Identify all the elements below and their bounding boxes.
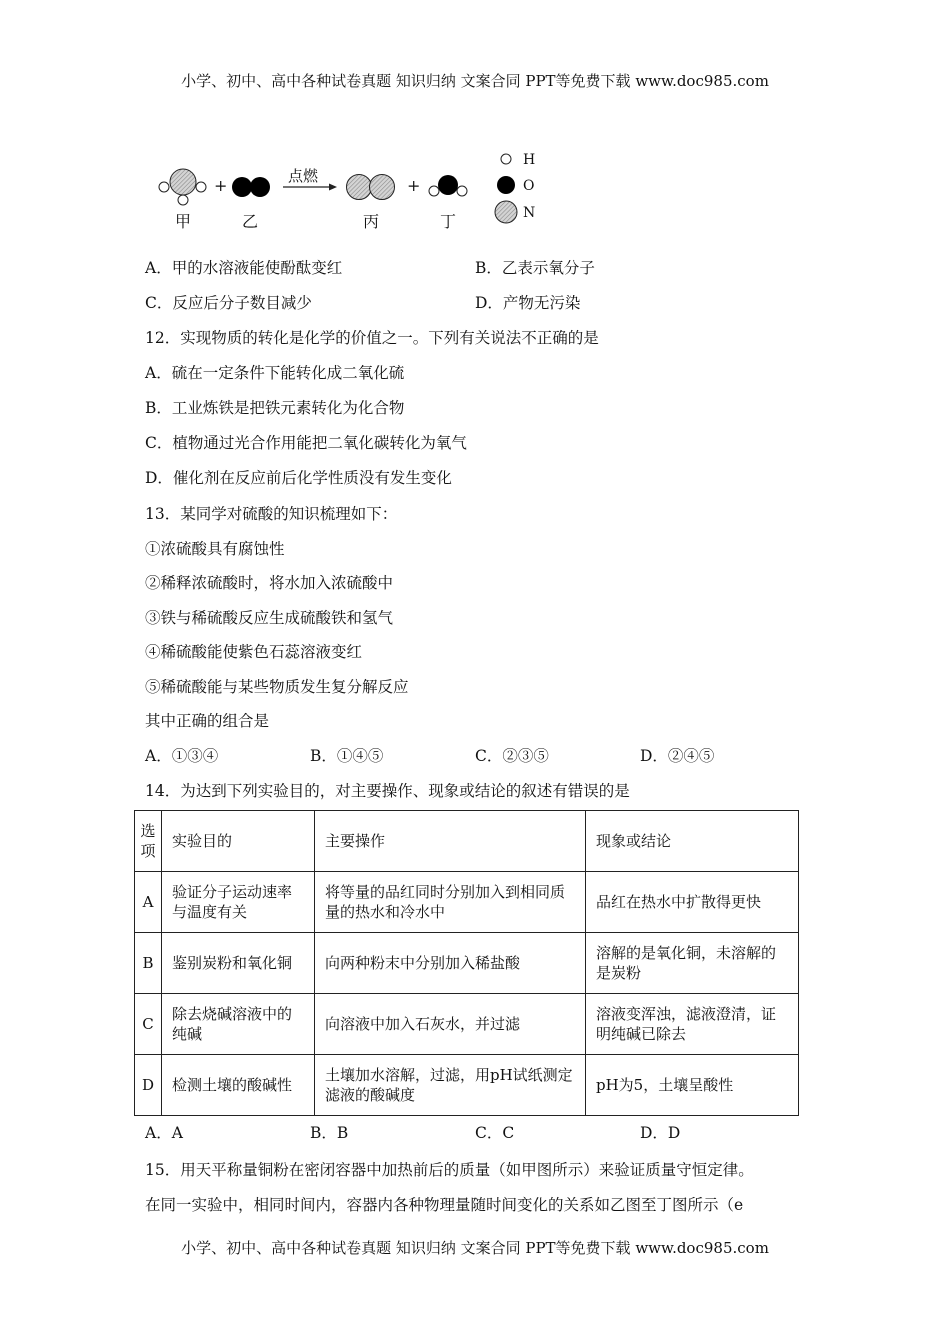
q12-stem: 12．实现物质的转化是化学的价值之一。下列有关说法不正确的是 [145, 329, 599, 347]
label-jia: 甲 [175, 212, 192, 231]
table-row [135, 994, 799, 1055]
plus-sign-2: + [407, 176, 421, 195]
row-c-purpose: 除去烧碱溶液中的纯碱 [162, 994, 315, 1055]
q14-option-b: B．B [310, 1124, 349, 1142]
q15-line-1: 15．用天平称量铜粉在密闭容器中加热前后的质量（如甲图所示）来验证质量守恒定律。 [145, 1161, 754, 1179]
q13-item-2: ②稀释浓硫酸时，将水加入浓硫酸中 [145, 574, 394, 592]
q13-prompt: 其中正确的组合是 [145, 712, 270, 730]
row-b-result: 溶解的是氧化铜，未溶解的是炭粉 [586, 933, 799, 994]
legend-o: O [523, 178, 535, 194]
row-d-option: D [135, 1055, 162, 1116]
row-a-operation: 将等量的品红同时分别加入到相同质量的热水和冷水中 [315, 872, 586, 933]
q13-stem: 13．某同学对硫酸的知识梳理如下： [145, 505, 398, 523]
label-yi: 乙 [242, 212, 259, 231]
molecule-yi [232, 177, 270, 197]
row-c-option: C [135, 994, 162, 1055]
header-operation: 主要操作 [315, 811, 586, 872]
q12-option-b: B．工业炼铁是把铁元素转化为化合物 [145, 399, 405, 417]
q11-option-b: B．乙表示氧分子 [475, 259, 595, 277]
q11-option-c: C．反应后分子数目减少 [145, 294, 312, 312]
label-bing: 丙 [363, 212, 380, 231]
page-header: 小学、初中、高中各种试卷真题 知识归纳 文案合同 PPT等免费下载 www.doc985.com [181, 72, 769, 90]
row-a-result: 品红在热水中扩散得更快 [586, 872, 799, 933]
reaction-diagram [150, 145, 570, 240]
row-a-purpose: 验证分子运动速率与温度有关 [162, 872, 315, 933]
row-a-option: A [135, 872, 162, 933]
q11-option-a: A．甲的水溶液能使酚酞变红 [145, 259, 343, 277]
page-footer: 小学、初中、高中各种试卷真题 知识归纳 文案合同 PPT等免费下载 www.doc985.com [181, 1239, 769, 1257]
plus-sign-1: + [214, 176, 228, 195]
q12-option-d: D．催化剂在反应前后化学性质没有发生变化 [145, 469, 452, 487]
table-row [135, 933, 799, 994]
legend [495, 152, 535, 223]
legend-h: H [523, 152, 536, 168]
q15-line-2: 在同一实验中，相同时间内，容器内各种物理量随时间变化的关系如乙图至丁图所示（e [145, 1196, 744, 1214]
row-d-operation: 土壤加水溶解，过滤，用pH试纸测定滤液的酸碱度 [315, 1055, 586, 1116]
q14-table [134, 810, 799, 1116]
row-b-purpose: 鉴别炭粉和氧化铜 [162, 933, 315, 994]
molecule-bing [347, 175, 395, 200]
legend-n: N [523, 205, 536, 221]
q13-option-b: B．①④⑤ [310, 747, 384, 765]
table-row [135, 872, 799, 933]
row-c-operation: 向溶液中加入石灰水，并过滤 [315, 994, 586, 1055]
label-ding: 丁 [440, 212, 457, 231]
row-c-result: 溶液变浑浊，滤液澄清，证明纯碱已除去 [586, 994, 799, 1055]
row-d-result: pH为5，土壤呈酸性 [586, 1055, 799, 1116]
q13-item-3: ③铁与稀硫酸反应生成硫酸铁和氢气 [145, 609, 394, 627]
q13-item-4: ④稀硫酸能使紫色石蕊溶液变红 [145, 643, 363, 661]
q12-option-c: C．植物通过光合作用能把二氧化碳转化为氧气 [145, 434, 467, 452]
molecule-ding [429, 175, 467, 196]
q13-item-5: ⑤稀硫酸能与某些物质发生复分解反应 [145, 678, 409, 696]
arrow-label: 点燃 [288, 167, 319, 185]
row-d-purpose: 检测土壤的酸碱性 [162, 1055, 315, 1116]
q14-option-a: A．A [145, 1124, 183, 1142]
q12-option-a: A．硫在一定条件下能转化成二氧化硫 [145, 364, 405, 382]
q13-option-d: D．②④⑤ [640, 747, 715, 765]
q14-option-c: C．C [475, 1124, 515, 1142]
q13-option-c: C．②③⑤ [475, 747, 549, 765]
q13-item-1: ①浓硫酸具有腐蚀性 [145, 540, 285, 558]
header-purpose: 实验目的 [162, 811, 315, 872]
q14-option-d: D．D [640, 1124, 681, 1142]
row-b-option: B [135, 933, 162, 994]
row-b-operation: 向两种粉末中分别加入稀盐酸 [315, 933, 586, 994]
molecule-jia [159, 169, 206, 205]
q11-option-d: D．产物无污染 [475, 294, 581, 312]
header-result: 现象或结论 [586, 811, 799, 872]
table-row [135, 1055, 799, 1116]
table-header-row [135, 811, 799, 872]
q14-stem: 14．为达到下列实验目的，对主要操作、现象或结论的叙述有错误的是 [145, 782, 630, 800]
header-option: 选项 [135, 811, 162, 872]
q13-option-a: A．①③④ [145, 747, 219, 765]
